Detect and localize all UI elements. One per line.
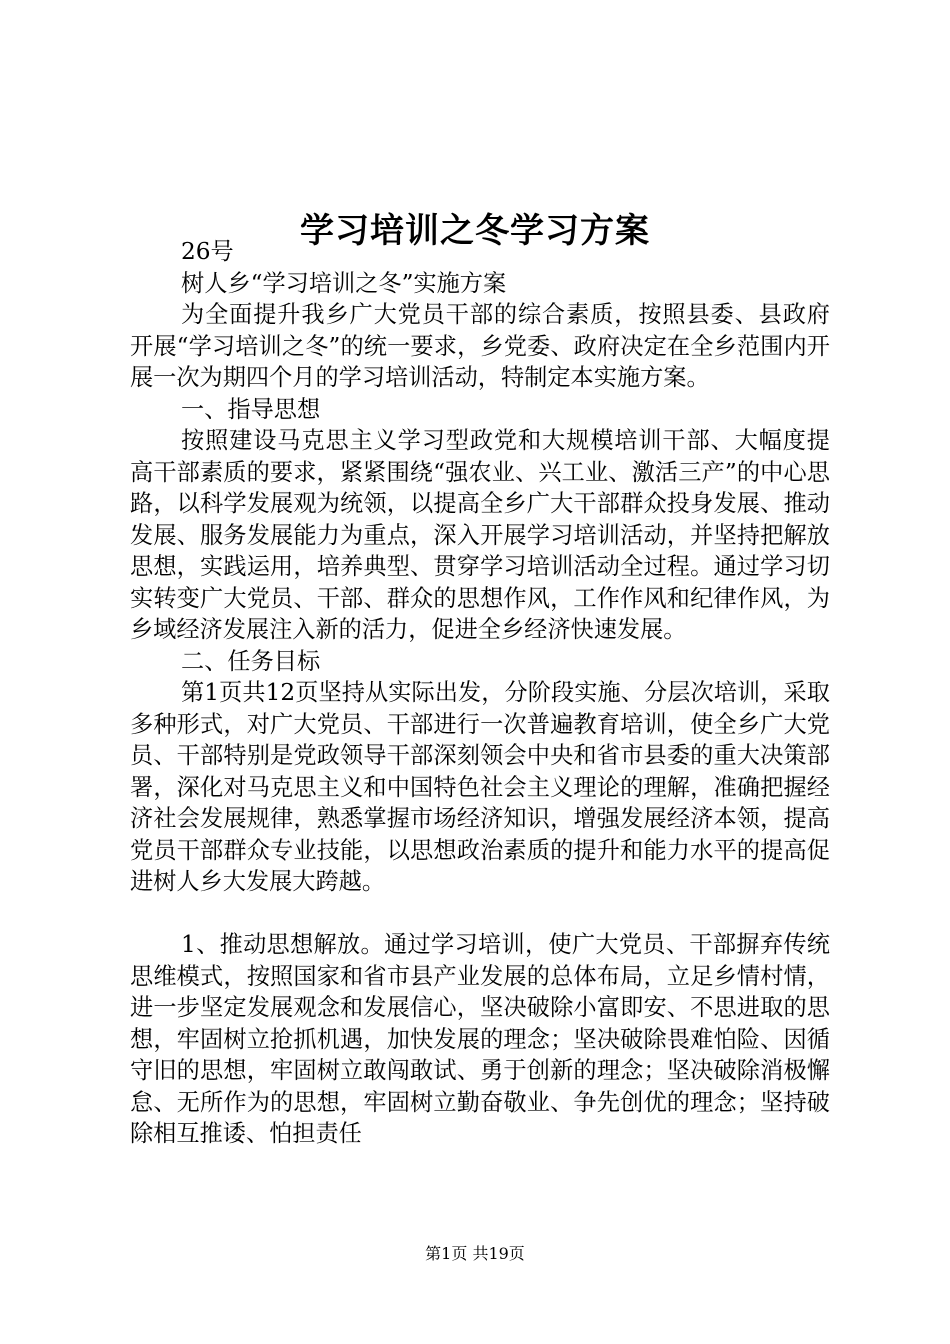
doc-number: 26号 bbox=[181, 238, 234, 265]
section-heading-guiding-thought: 一、指导思想 bbox=[181, 395, 321, 423]
task-goals-paragraph: 第1页共12页坚持从实际出发，分阶段实施、分层次培训，采取多种形式，对广大党员、干部进行一次普遍教育培训，使全乡广大党员、干部特别是党政领导干部深刻领会中央和省市县委的重大决策部署，深化对马克思主义和中国特色社会主义理论的理解，准确把握经济社会发展规律，熟悉掌握市场经济知识，增强发展经济本领，提高党员干部群众专业技能，以思想政治素质的提升和能力水平的提高促进树人乡大发展大跨越。 bbox=[130, 679, 830, 895]
document-body bbox=[130, 236, 830, 1150]
page-title: 学习培训之冬学习方案 bbox=[300, 210, 650, 251]
section-heading-task-goals: 二、任务目标 bbox=[181, 647, 321, 675]
item-1-paragraph: 1、推动思想解放。通过学习培训，使广大党员、干部摒弃传统思维模式，按照国家和省市县产业发展的总体布局，立足乡情村情，进一步坚定发展观念和发展信心，坚决破除小富即安、不思进取的思想，牢固树立抢抓机遇，加快发展的理念；坚决破除畏难怕险、因循守旧的思想，牢固树立敢闯敢试、勇于创新的理念；坚决破除消极懈怠、无所作为的思想，牢固树立勤奋敬业、争先创优的理念；坚持破除相互推诿、怕担责任 bbox=[130, 931, 830, 1147]
doc-subtitle: 树人乡“学习培训之冬”实施方案 bbox=[181, 269, 507, 297]
guiding-thought-paragraph: 按照建设马克思主义学习型政党和大规模培训干部、大幅度提高干部素质的要求，紧紧围绕“强农业、兴工业、激活三产”的中心思路，以科学发展观为统领，以提高全乡广大干部群众投身发展、推动发展、服务发展能力为重点，深入开展学习培训活动，并坚持把解放思想，实践运用，培养典型、贯穿学习培训活动全过程。通过学习切实转变广大党员、干部、群众的思想作风，工作作风和纪律作风，为乡域经济发展注入新的活力，促进全乡经济快速发展。 bbox=[130, 427, 830, 643]
intro-paragraph: 为全面提升我乡广大党员干部的综合素质，按照县委、县政府开展“学习培训之冬”的统一要求，乡党委、政府决定在全乡范围内开展一次为期四个月的学习培训活动，特制定本实施方案。 bbox=[130, 301, 830, 391]
page-footer: 第1页 共19页 bbox=[425, 1244, 525, 1263]
